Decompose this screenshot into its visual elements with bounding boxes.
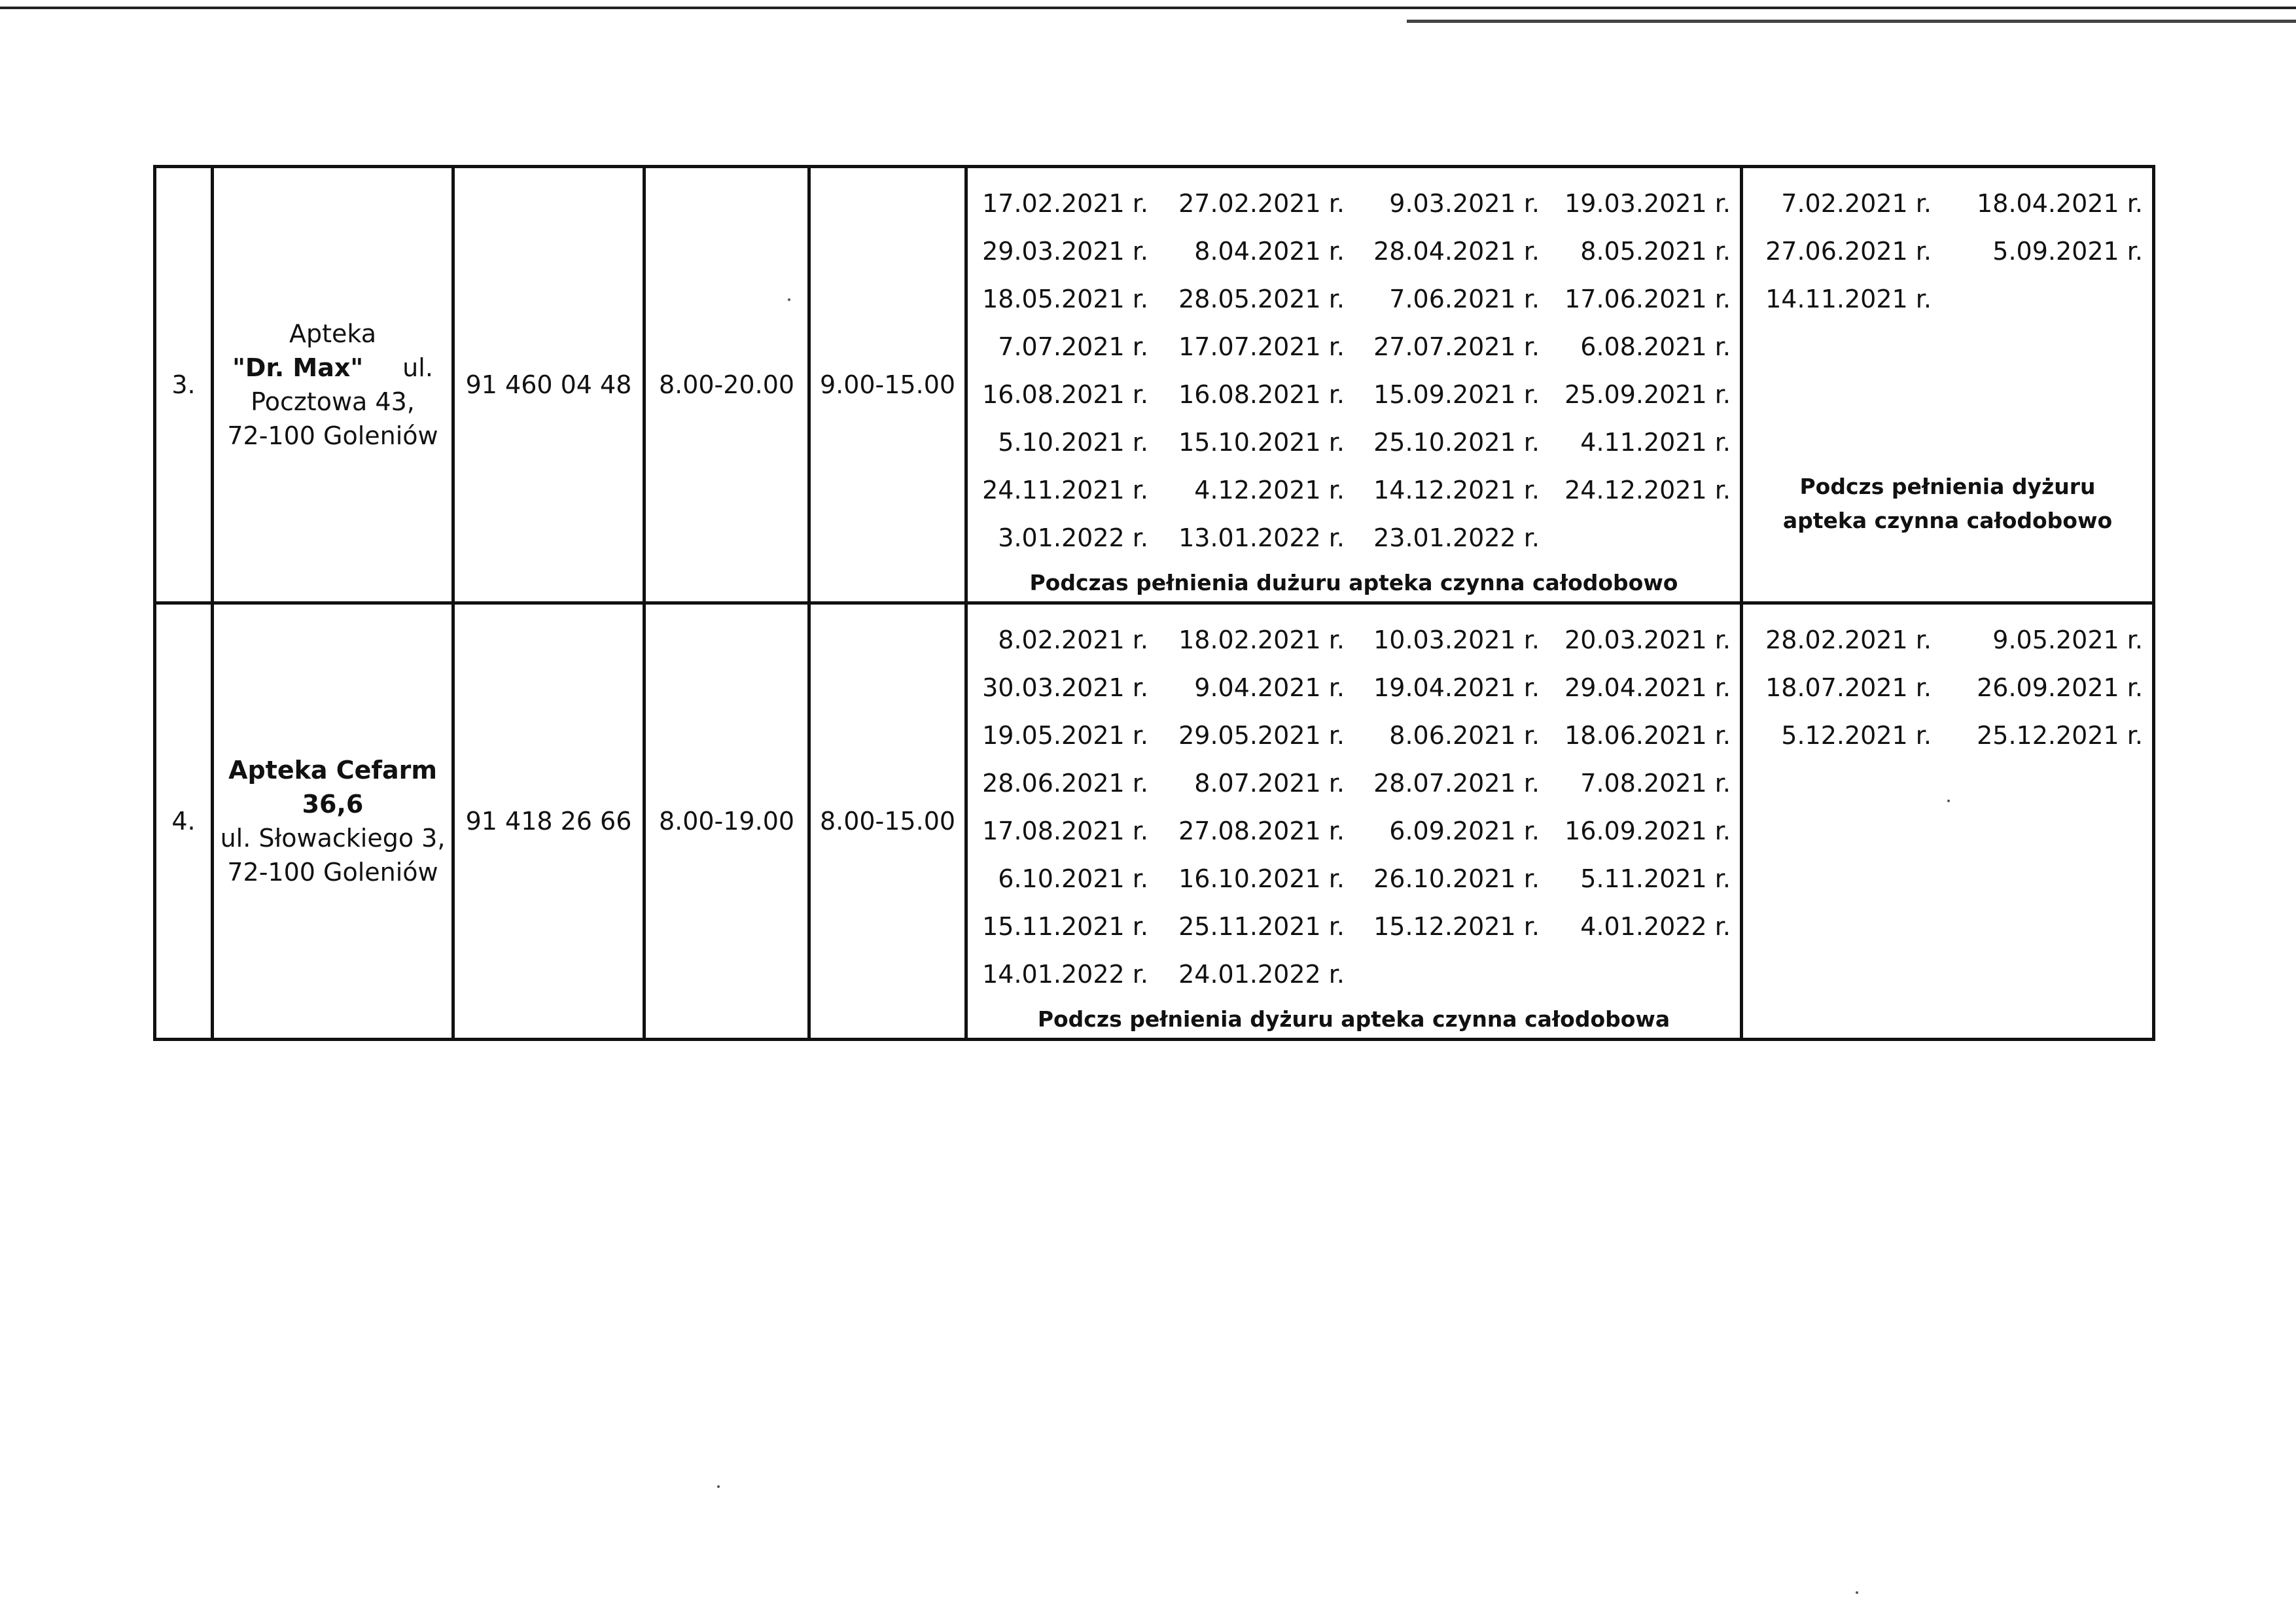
table-row <box>155 603 2154 1040</box>
weekday-hours: 8.00-20.00 <box>658 370 795 399</box>
duty-date: 15.12.2021 r. <box>1373 912 1540 941</box>
duty-date: 8.06.2021 r. <box>1389 721 1540 750</box>
duty-date: 15.10.2021 r. <box>1178 428 1345 457</box>
weekday-hours-cell <box>645 603 809 1040</box>
duty-date: 19.04.2021 r. <box>1373 673 1540 702</box>
duty-date: 8.05.2021 r. <box>1580 237 1731 266</box>
duty-date: 4.12.2021 r. <box>1194 476 1345 504</box>
duty-date: 7.06.2021 r. <box>1389 285 1540 313</box>
duty-note: Podczs pełnienia dyżuru apteka czynna całodobowa <box>1037 1006 1670 1032</box>
pharmacy-name-prefix: Apteka <box>289 319 377 348</box>
duty-date: 5.10.2021 r. <box>998 428 1148 457</box>
pharmacy-name: Apteka Cefarm 36,6 <box>228 756 437 819</box>
sunday-date <box>1941 281 2152 328</box>
top-scan-rule <box>0 7 2296 9</box>
scan-speck <box>717 1485 720 1488</box>
duty-date: 27.02.2021 r. <box>1178 189 1345 218</box>
pharmacy-name-cell <box>213 167 453 603</box>
duty-date: 14.12.2021 r. <box>1373 476 1540 504</box>
duty-date: 6.10.2021 r. <box>998 864 1148 893</box>
sunday-dates-grid <box>1743 605 2152 765</box>
duty-date: 16.10.2021 r. <box>1178 864 1345 893</box>
pharmacy-name: "Dr. Max" <box>232 353 364 382</box>
row-number: 3. <box>171 370 196 399</box>
pharmacy-city: 72-100 Goleniów <box>227 421 438 450</box>
sunday-date: 18.07.2021 r. <box>1765 673 1932 702</box>
duty-date: 16.09.2021 r. <box>1564 817 1731 845</box>
pharmacy-street: Pocztowa 43, <box>251 387 415 416</box>
duty-date: 17.08.2021 r. <box>982 817 1148 845</box>
duty-date: 16.08.2021 r. <box>982 380 1148 409</box>
duty-date: 20.03.2021 r. <box>1564 626 1731 654</box>
duty-date: 15.11.2021 r. <box>982 912 1148 941</box>
duty-date: 29.05.2021 r. <box>1178 721 1345 750</box>
duty-date: 8.02.2021 r. <box>998 626 1148 654</box>
sunday-date: 26.09.2021 r. <box>1977 673 2143 702</box>
duty-date: 6.09.2021 r. <box>1389 817 1540 845</box>
sunday-date: 9.05.2021 r. <box>1992 626 2143 654</box>
saturday-hours: 9.00-15.00 <box>819 370 956 399</box>
duty-date: 18.06.2021 r. <box>1564 721 1731 750</box>
duty-date: 24.12.2021 r. <box>1564 476 1731 504</box>
phone-number: 91 418 26 66 <box>465 807 632 836</box>
sunday-date: 5.09.2021 r. <box>1992 237 2143 266</box>
saturday-hours-cell <box>809 167 966 603</box>
phone-cell <box>453 603 645 1040</box>
duty-date: 8.07.2021 r. <box>1194 769 1345 798</box>
duty-date: 25.11.2021 r. <box>1178 912 1345 941</box>
duty-date: 30.03.2021 r. <box>982 673 1148 702</box>
duty-dates-grid <box>968 168 1740 567</box>
row-number-cell <box>155 167 213 603</box>
pharmacy-street: ul. Słowackiego 3, <box>220 824 446 853</box>
duty-date: 7.07.2021 r. <box>998 332 1148 361</box>
sunday-date: 28.02.2021 r. <box>1765 626 1932 654</box>
duty-date: 7.08.2021 r. <box>1580 769 1731 798</box>
duty-date: 9.03.2021 r. <box>1389 189 1540 218</box>
sunday-date: 27.06.2021 r. <box>1765 237 1932 266</box>
duty-date: 28.07.2021 r. <box>1373 769 1540 798</box>
duty-date: 16.08.2021 r. <box>1178 380 1345 409</box>
duty-date: 14.01.2022 r. <box>982 960 1148 989</box>
sunday-duty-cell <box>1742 603 2154 1040</box>
sunday-dates-grid <box>1743 168 2152 328</box>
saturday-hours-cell <box>809 603 966 1040</box>
phone-cell <box>453 167 645 603</box>
duty-date: 29.03.2021 r. <box>982 237 1148 266</box>
sunday-date: 7.02.2021 r. <box>1781 189 1932 218</box>
duty-date: 8.04.2021 r. <box>1194 237 1345 266</box>
scan-speck <box>1856 1591 1858 1594</box>
duty-date: 19.05.2021 r. <box>982 721 1148 750</box>
weekday-hours: 8.00-19.00 <box>658 807 795 836</box>
row-number-cell <box>155 603 213 1040</box>
duty-note: Podczas pełnienia dużuru apteka czynna całodobowo <box>1029 570 1678 595</box>
sunday-date: 5.12.2021 r. <box>1781 721 1932 750</box>
duty-dates-cell <box>966 603 1742 1040</box>
duty-date: 26.10.2021 r. <box>1373 864 1540 893</box>
street-prefix: ul. <box>402 353 433 382</box>
duty-date: 17.02.2021 r. <box>982 189 1148 218</box>
duty-date: 19.03.2021 r. <box>1564 189 1731 218</box>
weekday-hours-cell <box>645 167 809 603</box>
duty-dates-cell <box>966 167 1742 603</box>
pharmacy-city: 72-100 Goleniów <box>227 858 438 887</box>
duty-date: 28.04.2021 r. <box>1373 237 1540 266</box>
duty-date: 28.05.2021 r. <box>1178 285 1345 313</box>
sunday-date: 25.12.2021 r. <box>1977 721 2143 750</box>
row-number: 4. <box>171 807 196 836</box>
top-scan-rule-right <box>1407 20 2296 23</box>
duty-date: 27.08.2021 r. <box>1178 817 1345 845</box>
saturday-hours: 8.00-15.00 <box>819 807 956 836</box>
duty-date <box>1549 520 1740 567</box>
duty-date: 10.03.2021 r. <box>1373 626 1540 654</box>
duty-date: 6.08.2021 r. <box>1580 332 1731 361</box>
duty-date <box>1354 956 1549 1004</box>
duty-date: 15.09.2021 r. <box>1373 380 1540 409</box>
duty-date: 28.06.2021 r. <box>982 769 1148 798</box>
duty-date: 9.04.2021 r. <box>1194 673 1345 702</box>
duty-date: 24.01.2022 r. <box>1178 960 1345 989</box>
duty-date: 4.11.2021 r. <box>1580 428 1731 457</box>
duty-date: 13.01.2022 r. <box>1178 523 1345 552</box>
sunday-date: 14.11.2021 r. <box>1765 285 1932 313</box>
duty-date: 23.01.2022 r. <box>1373 523 1540 552</box>
table-row <box>155 167 2154 603</box>
duty-date: 24.11.2021 r. <box>982 476 1148 504</box>
duty-date: 17.06.2021 r. <box>1564 285 1731 313</box>
pharmacy-duty-table <box>153 165 2155 1041</box>
duty-date: 17.07.2021 r. <box>1178 332 1345 361</box>
duty-date: 25.09.2021 r. <box>1564 380 1731 409</box>
duty-date: 29.04.2021 r. <box>1564 673 1731 702</box>
pharmacy-name-cell <box>213 603 453 1040</box>
duty-date: 27.07.2021 r. <box>1373 332 1540 361</box>
duty-date: 5.11.2021 r. <box>1580 864 1731 893</box>
sunday-date: 18.04.2021 r. <box>1977 189 2143 218</box>
duty-date <box>1549 956 1740 1004</box>
duty-date: 18.05.2021 r. <box>982 285 1148 313</box>
duty-date: 25.10.2021 r. <box>1373 428 1540 457</box>
duty-date: 18.02.2021 r. <box>1178 626 1345 654</box>
duty-date: 3.01.2022 r. <box>998 523 1148 552</box>
phone-number: 91 460 04 48 <box>465 370 632 399</box>
sunday-note: Podczs pełnienia dyżuru apteka czynna całodobowo <box>1782 474 2113 533</box>
sunday-duty-cell <box>1742 167 2154 603</box>
duty-date: 4.01.2022 r. <box>1580 912 1731 941</box>
duty-dates-grid <box>968 605 1740 1004</box>
